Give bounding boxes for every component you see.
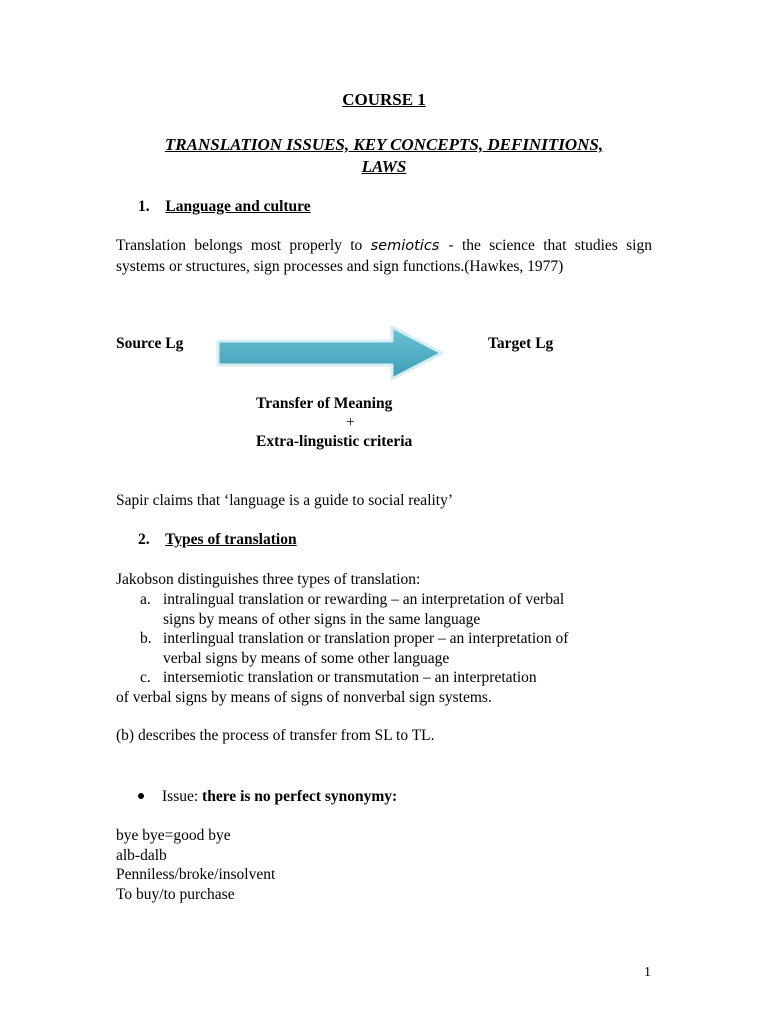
course-title: COURSE 1 xyxy=(342,90,426,109)
list-item-b-line1: interlingual translation or translation proper – an interpretation of xyxy=(163,630,569,647)
list-item-a-line2: signs by means of other signs in the same language xyxy=(163,610,481,628)
example-item: Penniless/broke/insolvent xyxy=(116,866,276,883)
list-marker-a: a. xyxy=(140,591,151,608)
list-item-c-line2: of verbal signs by means of signs of nonverbal sign systems. xyxy=(116,688,492,706)
example-item: alb-dalb xyxy=(116,846,167,864)
caption-line2: Extra-linguistic criteria xyxy=(256,433,413,450)
section2-heading xyxy=(138,531,297,549)
section2-note: (b) describes the process of transfer from SL to TL. xyxy=(116,727,435,744)
bullet-icon xyxy=(138,793,144,799)
list-item-a-line1: intralingual translation or rewarding – an interpretation of verbal xyxy=(163,591,565,608)
list-marker-c: c. xyxy=(140,669,151,686)
section1-heading xyxy=(138,198,311,216)
semiotics-term: semiotics - xyxy=(370,238,454,254)
issue-bullet xyxy=(138,788,397,806)
para-prefix: Translation belongs most properly to xyxy=(116,237,363,254)
list-item-b xyxy=(140,629,652,668)
transfer-arrow-icon xyxy=(214,323,450,383)
page-number: 1 xyxy=(644,965,651,980)
caption-line1: Transfer of Meaning xyxy=(256,395,393,412)
list-item-c xyxy=(116,668,652,707)
list-item-a xyxy=(140,590,652,629)
sapir-quote: Sapir claims that ‘language is a guide to social reality’ xyxy=(116,492,454,509)
target-language-label: Target Lg xyxy=(488,335,554,352)
caption-plus: + xyxy=(346,414,355,431)
section1-heading-text: Language and culture xyxy=(165,198,311,215)
main-title-line1: TRANSLATION ISSUES, KEY CONCEPTS, DEFINITIONS, xyxy=(164,135,604,154)
example-item: To buy/to purchase xyxy=(116,885,235,903)
issue-label: Issue: xyxy=(162,788,199,805)
examples-list xyxy=(116,826,275,904)
section2-number: 2. xyxy=(138,531,150,548)
section1-number: 1. xyxy=(138,198,150,215)
example-item: bye bye=good bye xyxy=(116,827,231,844)
issue-text: there is no perfect synonymy: xyxy=(202,788,398,805)
list-item-c-line1: intersemiotic translation or transmutation – an interpretation xyxy=(163,669,537,686)
section2-intro: Jakobson distinguishes three types of translation: xyxy=(116,571,421,588)
list-marker-b: b. xyxy=(140,630,152,647)
para-suffix: the science that studies sign systems or structures, sign processes and sign functions.(Hawkes, 1977) xyxy=(116,237,652,275)
section1-paragraph xyxy=(116,236,652,276)
section2-heading-text: Types of translation xyxy=(165,531,297,548)
source-language-label: Source Lg xyxy=(116,335,184,352)
main-title-line2: LAWS xyxy=(361,157,407,176)
list-item-b-line2: verbal signs by means of some other language xyxy=(163,649,450,667)
